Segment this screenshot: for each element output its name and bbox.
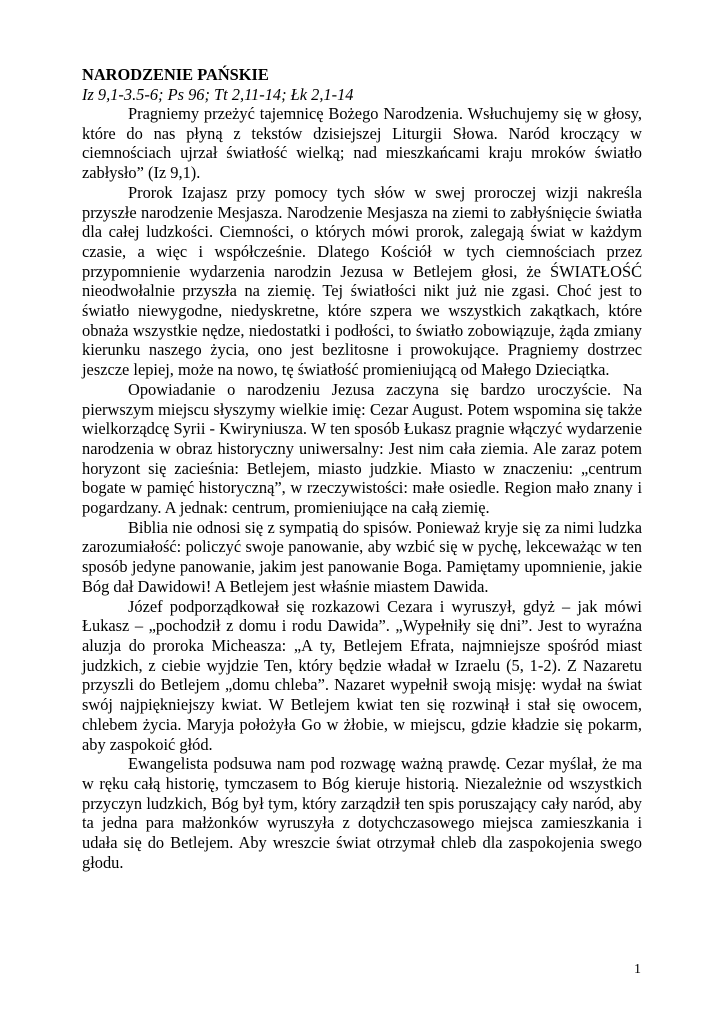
paragraph-4: Biblia nie odnosi się z sympatią do spisów. Ponieważ kryje się za nimi ludzka zarozumiałość: policzyć swoje panowanie, aby wzbić się w pychę, lekceważąc w ten sposób jedyne panowanie, jakim jest panowanie Boga. Pamiętamy upomnienie, jakie Bóg dał Dawidowi! A Betlejem jest właśnie miastem Dawida.: [82, 517, 642, 596]
page-number: 1: [634, 962, 641, 977]
paragraph-6: Ewangelista podsuwa nam pod rozwagę ważną prawdę. Cezar myślał, że ma w ręku całą historię, tymczasem to Bóg kieruje historią. Niezależnie od wszystkich przyczyn ludzkich, Bóg był tym, który zarządził ten spis poruszający cały naród, aby ta jedna para małżonków wyruszyła z dotychczasowego miejsca zamieszkania i udała się do Betlejem. Aby wreszcie świat otrzymał chleb dla zaspokojenia swego głodu.: [82, 754, 642, 872]
paragraph-1: Pragniemy przeżyć tajemnicę Bożego Narodzenia. Wsłuchujemy się w głosy, które do nas płyną z tekstów dzisiejszej Liturgii Słowa. Naród kroczący w ciemnościach ujrzał światłość wielką; nad mieszkańcami kraju mroków światło zabłysło” (Iz 9,1).: [82, 104, 642, 183]
scripture-references: Iz 9,1-3.5-6; Ps 96; Tt 2,11-14; Łk 2,1-14: [82, 85, 354, 104]
paragraph-5: Józef podporządkował się rozkazowi Cezara i wyruszył, gdyż – jak mówi Łukasz – „pochodził z domu i rodu Dawida”. „Wypełniły się dni”. Jest to wyraźna aluzja do proroka Micheasza: „A ty, Betlejem Efrata, najmniejsze spośród miast judzkich, z ciebie wyjdzie Ten, który będzie władał w Izraelu (5, 1-2). Z Nazaretu przyszli do Betlejem „domu chleba”. Nazaret wypełnił swoją misję: wydał na świat swój najpiękniejszy kwiat. W Betlejem kwiat ten się rozwinął i stał się owocem, chlebem życia. Maryja położyła Go w żłobie, w miejscu, gdzie kładzie się pokarm, aby zaspokoić głód.: [82, 596, 642, 754]
document-title: NARODZENIE PAŃSKIE: [82, 65, 269, 84]
paragraph-2: Prorok Izajasz przy pomocy tych słów w swej proroczej wizji nakreśla przyszłe narodzenie Mesjasza. Narodzenie Mesjasza na ziemi to zabłyśnięcie światła dla całej ludzkości. Ciemności, o których mówi prorok, zalegają świat w każdym czasie, a więc i współcześnie. Dlatego Kościół w tych ciemnościach przez przypomnienie wydarzenia narodzin Jezusa w Betlejem głosi, że ŚWIATŁOŚĆ nieodwołalnie przyszła na ziemię. Tej światłości nikt już nie zgasi. Choć jest to światło niewygodne, niedyskretne, które szpera we wszystkich zakątkach, które obnaża wszystkie nędze, niedostatki i podłości, to światło zobowiązuje, żąda zmiany kierunku naszego życia, ono jest bezlitosne i prowokujące. Pragniemy dostrzec jeszcze lepiej, może na nowo, tę światłość promieniującą od Małego Dzieciątka.: [82, 182, 642, 380]
paragraph-3: Opowiadanie o narodzeniu Jezusa zaczyna się bardzo uroczyście. Na pierwszym miejscu słyszymy wielkie imię: Cezar August. Potem wspomina się także wielkorządcę Syrii - Kwiryniusza. W ten sposób Łukasz pragnie włączyć wydarzenie narodzenia w obraz historyczny uniwersalny: Jest nim cała ziemia. Ale zaraz potem horyzont się zacieśnia: Betlejem, miasto judzkie. Miasto w znaczeniu: „centrum bogate w pamięć historyczną”, w rzeczywistości: małe osiedle. Region mało znany i pogardzany. A jednak: centrum, promieniujące na całą ziemię.: [82, 379, 642, 518]
